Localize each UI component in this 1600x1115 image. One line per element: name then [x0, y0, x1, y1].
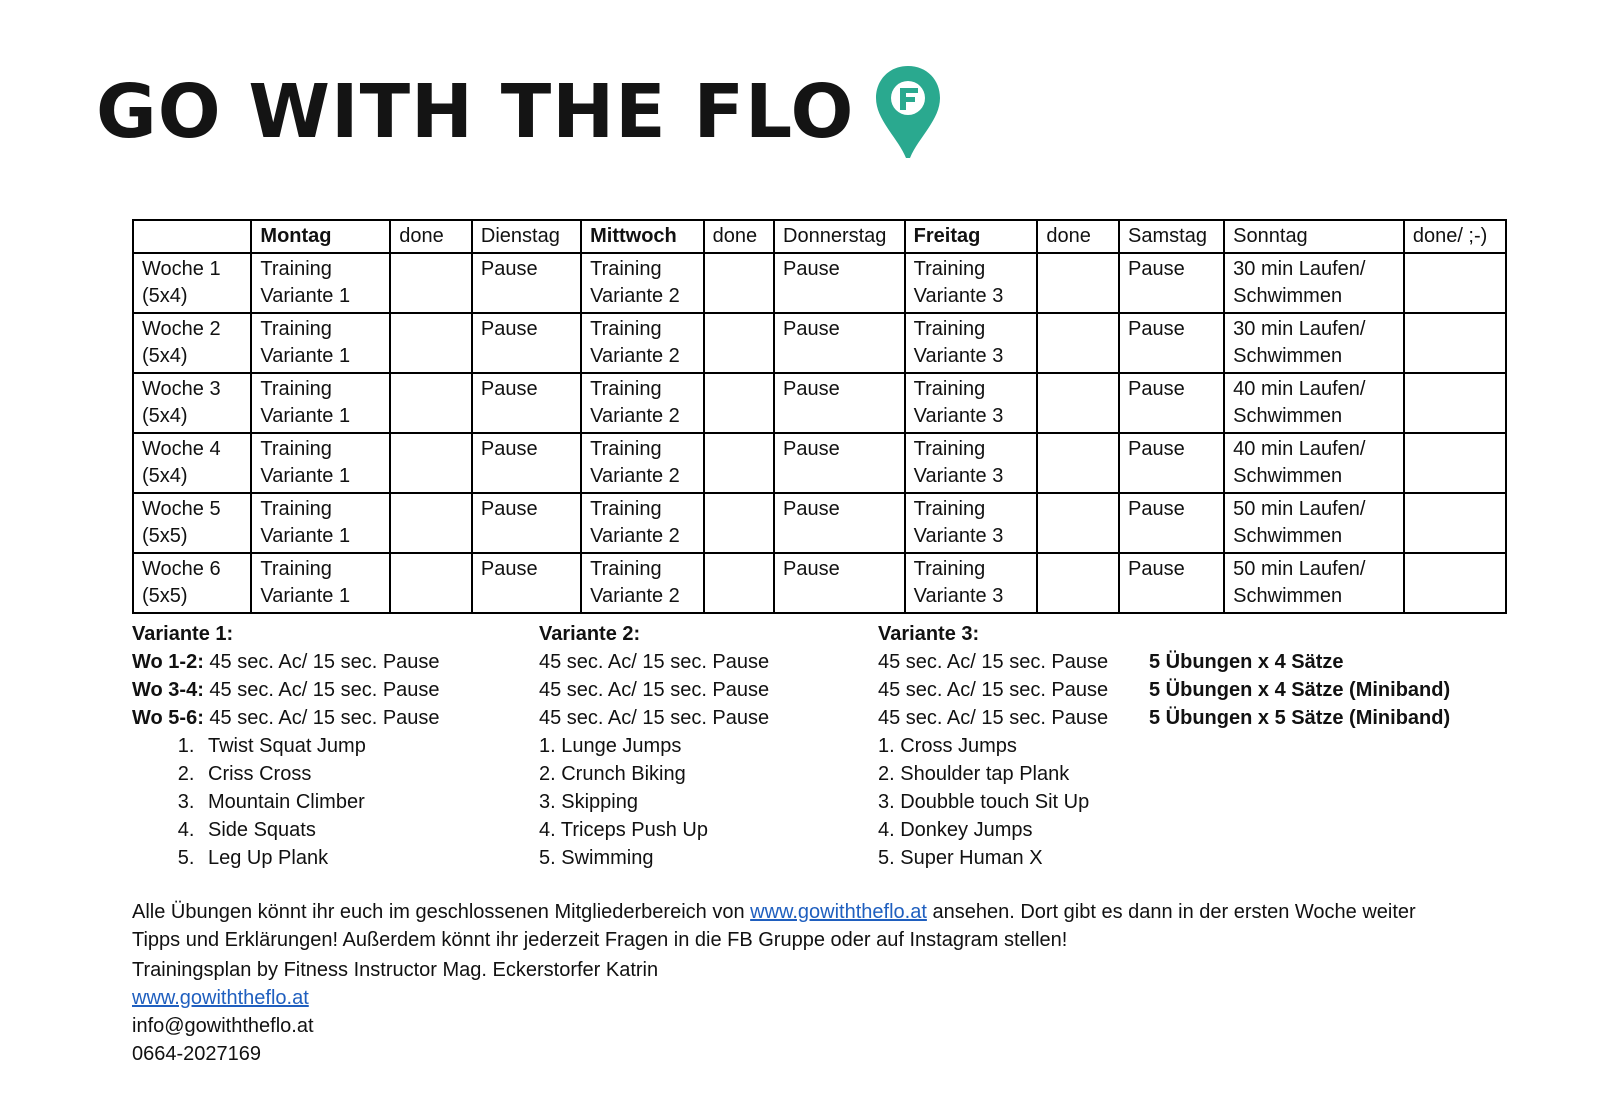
- list-item: 1. Cross Jumps: [878, 735, 1017, 757]
- table-cell: Pause: [472, 493, 581, 553]
- variant-3-section: [878, 620, 1108, 872]
- header-cell: Montag: [251, 220, 390, 253]
- list-item: 3. Skipping: [539, 791, 638, 813]
- table-cell: 30 min Laufen/ Schwimmen: [1224, 253, 1404, 313]
- done-check-cell[interactable]: [390, 253, 472, 313]
- table-cell: Pause: [774, 313, 905, 373]
- logo-text: GO WITH THE FLO: [96, 69, 855, 155]
- table-cell: Training Variante 2: [581, 553, 703, 613]
- variant-title: Variante 1:: [132, 623, 234, 645]
- table-cell: Pause: [774, 253, 905, 313]
- table-cell: Pause: [774, 373, 905, 433]
- header-cell: Samstag: [1119, 220, 1224, 253]
- table-cell: Pause: [1119, 313, 1224, 373]
- table-cell: Training Variante 1: [251, 553, 390, 613]
- done-check-cell[interactable]: [704, 433, 774, 493]
- summary-line: 5 Übungen x 4 Sätze (Miniband): [1149, 679, 1451, 701]
- table-cell: 40 min Laufen/ Schwimmen: [1224, 373, 1404, 433]
- table-cell: 50 min Laufen/ Schwimmen: [1224, 493, 1404, 553]
- table-cell: Woche 3 (5x4): [133, 373, 251, 433]
- summary-line: 5 Übungen x 5 Sätze (Miniband): [1149, 707, 1451, 729]
- brand-logo: [96, 62, 944, 162]
- table-cell: Pause: [472, 313, 581, 373]
- done-check-cell[interactable]: [1037, 553, 1119, 613]
- list-item: 5. Leg Up Plank: [200, 844, 440, 872]
- sets-summary: [1149, 648, 1450, 732]
- done-check-cell[interactable]: [390, 313, 472, 373]
- table-cell: Training Variante 1: [251, 313, 390, 373]
- table-row: [133, 493, 1506, 553]
- table-cell: Pause: [774, 553, 905, 613]
- table-cell: Training Variante 2: [581, 493, 703, 553]
- table-cell: Training Variante 3: [905, 313, 1038, 373]
- table-row: [133, 553, 1506, 613]
- done-check-cell[interactable]: [704, 253, 774, 313]
- list-item: 5. Super Human X: [878, 847, 1043, 869]
- list-item: 4. Donkey Jumps: [878, 819, 1033, 841]
- header-cell: Freitag: [905, 220, 1038, 253]
- done-check-cell[interactable]: [704, 493, 774, 553]
- table-cell: Pause: [472, 373, 581, 433]
- table-row: [133, 373, 1506, 433]
- list-item: 3. Mountain Climber: [200, 788, 440, 816]
- table-cell: Woche 1 (5x4): [133, 253, 251, 313]
- done-check-cell[interactable]: [390, 553, 472, 613]
- list-item: 4. Side Squats: [200, 816, 440, 844]
- list-item: 5. Swimming: [539, 847, 654, 869]
- variant-timing-line: 45 sec. Ac/ 15 sec. Pause: [539, 707, 770, 729]
- table-cell: Pause: [1119, 493, 1224, 553]
- variant-title: Variante 3:: [878, 623, 980, 645]
- header-cell: Dienstag: [472, 220, 581, 253]
- footer-info: [132, 898, 1462, 1068]
- table-cell: Woche 4 (5x4): [133, 433, 251, 493]
- done-check-cell[interactable]: [1404, 433, 1506, 493]
- header-cell: Sonntag: [1224, 220, 1404, 253]
- table-cell: Woche 2 (5x4): [133, 313, 251, 373]
- teal-location-pin-logo-icon: [872, 62, 944, 162]
- table-cell: Training Variante 2: [581, 433, 703, 493]
- table-cell: Pause: [774, 493, 905, 553]
- table-cell: Pause: [1119, 253, 1224, 313]
- website-link[interactable]: www.gowiththeflo.at: [132, 987, 309, 1009]
- list-item: 1. Twist Squat Jump: [200, 732, 440, 760]
- table-cell: Pause: [1119, 553, 1224, 613]
- done-check-cell[interactable]: [1404, 553, 1506, 613]
- done-check-cell[interactable]: [1037, 253, 1119, 313]
- table-cell: Pause: [1119, 433, 1224, 493]
- table-cell: Pause: [774, 433, 905, 493]
- header-cell: done/ ;-): [1404, 220, 1506, 253]
- table-cell: Training Variante 1: [251, 433, 390, 493]
- table-cell: Training Variante 3: [905, 373, 1038, 433]
- header-cell: done: [704, 220, 774, 253]
- table-cell: Woche 6 (5x5): [133, 553, 251, 613]
- table-cell: Pause: [472, 433, 581, 493]
- table-cell: Training Variante 2: [581, 313, 703, 373]
- done-check-cell[interactable]: [1037, 433, 1119, 493]
- table-cell: Training Variante 2: [581, 253, 703, 313]
- header-cell: Donnerstag: [774, 220, 905, 253]
- training-schedule-table: [132, 219, 1507, 614]
- table-cell: Training Variante 1: [251, 253, 390, 313]
- table-cell: Training Variante 3: [905, 553, 1038, 613]
- summary-line: 5 Übungen x 4 Sätze: [1149, 651, 1344, 673]
- done-check-cell[interactable]: [704, 373, 774, 433]
- table-header-row: [133, 220, 1506, 253]
- credit-line: Trainingsplan by Fitness Instructor Mag. Eckerstorfer Katrin: [132, 959, 659, 981]
- table-row: [133, 313, 1506, 373]
- table-cell: Pause: [472, 553, 581, 613]
- table-cell: 50 min Laufen/ Schwimmen: [1224, 553, 1404, 613]
- variant-timing-line: 45 sec. Ac/ 15 sec. Pause: [539, 679, 770, 701]
- website-link[interactable]: www.gowiththeflo.at: [750, 901, 927, 923]
- info-paragraph: Alle Übungen könnt ihr euch im geschlossenen Mitgliederbereich von www.gowiththeflo.at ansehen. Dort gibt es dann in der ersten Woche weiter Tipps und Erklärungen! Außerdem könnt ihr jederzeit Fragen in die FB Gruppe oder auf Instagram stellen!: [132, 901, 1416, 951]
- done-check-cell[interactable]: [1037, 373, 1119, 433]
- done-check-cell[interactable]: [390, 373, 472, 433]
- variant-timing-line: 45 sec. Ac/ 15 sec. Pause: [878, 651, 1109, 673]
- table-cell: Woche 5 (5x5): [133, 493, 251, 553]
- list-item: 3. Doubble touch Sit Up: [878, 791, 1090, 813]
- exercise-list: [132, 732, 440, 872]
- table-row: [133, 433, 1506, 493]
- table-cell: Training Variante 1: [251, 373, 390, 433]
- table-cell: Pause: [472, 253, 581, 313]
- list-item: 2. Shoulder tap Plank: [878, 763, 1070, 785]
- table-cell: Training Variante 3: [905, 433, 1038, 493]
- list-item: 2. Criss Cross: [200, 760, 440, 788]
- done-check-cell[interactable]: [1404, 253, 1506, 313]
- phone-text: 0664-2027169: [132, 1043, 262, 1065]
- variant-1-section: [132, 620, 440, 872]
- variant-timing-line: 45 sec. Ac/ 15 sec. Pause: [878, 707, 1109, 729]
- variant-2-section: [539, 620, 769, 872]
- table-cell: 40 min Laufen/ Schwimmen: [1224, 433, 1404, 493]
- table-cell: Pause: [1119, 373, 1224, 433]
- list-item: 4. Triceps Push Up: [539, 819, 708, 841]
- done-check-cell[interactable]: [1037, 493, 1119, 553]
- done-check-cell[interactable]: [1404, 493, 1506, 553]
- done-check-cell[interactable]: [704, 553, 774, 613]
- header-cell: done: [1037, 220, 1119, 253]
- table-cell: Training Variante 2: [581, 373, 703, 433]
- done-check-cell[interactable]: [1404, 373, 1506, 433]
- variant-timing-line: 45 sec. Ac/ 15 sec. Pause: [539, 651, 770, 673]
- email-text: info@gowiththeflo.at: [132, 1015, 314, 1037]
- table-cell: Training Variante 1: [251, 493, 390, 553]
- done-check-cell[interactable]: [704, 313, 774, 373]
- variant-timing-line: Wo 3-4: 45 sec. Ac/ 15 sec. Pause: [132, 679, 440, 701]
- header-cell: [133, 220, 251, 253]
- done-check-cell[interactable]: [390, 493, 472, 553]
- list-item: 2. Crunch Biking: [539, 763, 686, 785]
- done-check-cell[interactable]: [390, 433, 472, 493]
- variant-timing-line: Wo 5-6: 45 sec. Ac/ 15 sec. Pause: [132, 707, 440, 729]
- table-cell: Training Variante 3: [905, 493, 1038, 553]
- variant-timing-line: Wo 1-2: 45 sec. Ac/ 15 sec. Pause: [132, 651, 440, 673]
- variant-title: Variante 2:: [539, 623, 641, 645]
- done-check-cell[interactable]: [1037, 313, 1119, 373]
- list-item: 1. Lunge Jumps: [539, 735, 682, 757]
- done-check-cell[interactable]: [1404, 313, 1506, 373]
- table-cell: Training Variante 3: [905, 253, 1038, 313]
- table-row: [133, 253, 1506, 313]
- header-cell: done: [390, 220, 472, 253]
- header-cell: Mittwoch: [581, 220, 703, 253]
- table-cell: 30 min Laufen/ Schwimmen: [1224, 313, 1404, 373]
- variant-timing-line: 45 sec. Ac/ 15 sec. Pause: [878, 679, 1109, 701]
